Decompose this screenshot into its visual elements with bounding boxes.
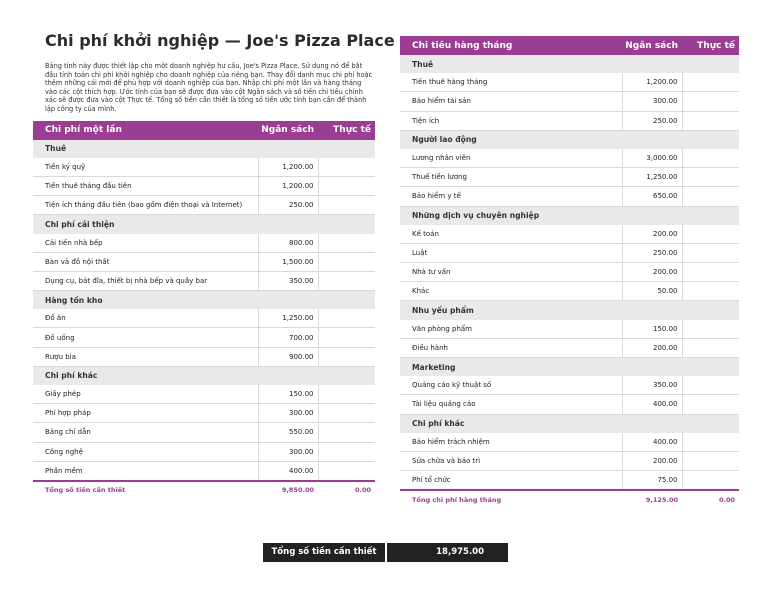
budget-cell[interactable]: 200.00: [622, 225, 682, 244]
actual-cell[interactable]: [682, 451, 739, 470]
table-row: [400, 338, 739, 357]
table-row: [400, 471, 739, 491]
column-header-item: Chi tiêu hàng tháng: [400, 36, 622, 55]
expense-name-cell[interactable]: Đồ uống: [33, 328, 258, 347]
actual-cell[interactable]: [318, 442, 375, 461]
expense-name-cell[interactable]: Tiền thuê tháng đầu tiên: [33, 176, 258, 195]
actual-cell[interactable]: [682, 376, 739, 395]
budget-cell[interactable]: 800.00: [258, 234, 318, 253]
table-row: [33, 158, 375, 177]
budget-cell[interactable]: 200.00: [622, 338, 682, 357]
total-row: [33, 481, 375, 499]
monthly-table-body: [400, 55, 739, 508]
table-row: [400, 149, 739, 168]
category-row: [400, 301, 739, 320]
table-row: [400, 451, 739, 470]
grand-total-label: Tổng số tiền cần thiết: [263, 543, 387, 562]
expense-name-cell[interactable]: Bàn và đồ nội thất: [33, 252, 258, 271]
budget-cell[interactable]: 3,000.00: [622, 149, 682, 168]
expense-name-cell[interactable]: Thuế tiền lương: [400, 168, 622, 187]
budget-cell[interactable]: 350.00: [622, 376, 682, 395]
actual-cell[interactable]: [318, 234, 375, 253]
budget-cell[interactable]: 1,200.00: [258, 158, 318, 177]
budget-cell[interactable]: 550.00: [258, 423, 318, 442]
one-time-costs-table: [33, 121, 375, 499]
budget-cell[interactable]: 1,500.00: [258, 252, 318, 271]
expense-name-cell[interactable]: Giấy phép: [33, 385, 258, 404]
expense-name-cell[interactable]: Sửa chữa và bảo trì: [400, 451, 622, 470]
table-row: [33, 328, 375, 347]
category-row: [33, 366, 375, 385]
category-label: Chi phí khác: [33, 366, 375, 385]
table-row: [400, 395, 739, 414]
expense-name-cell[interactable]: Khác: [400, 282, 622, 301]
table-row: [33, 196, 375, 215]
budget-cell[interactable]: 900.00: [258, 347, 318, 366]
expense-name-cell[interactable]: Quảng cáo kỹ thuật số: [400, 376, 622, 395]
expense-name-cell[interactable]: Dụng cụ, bát đĩa, thiết bị nhà bếp và quầy bar: [33, 271, 258, 290]
actual-cell[interactable]: [318, 423, 375, 442]
actual-cell[interactable]: [682, 433, 739, 452]
expense-name-cell[interactable]: Bảo hiểm y tế: [400, 187, 622, 206]
total-actual: 0.00: [682, 490, 739, 508]
expense-name-cell[interactable]: Kế toán: [400, 225, 622, 244]
category-row: [400, 130, 739, 149]
actual-cell[interactable]: [682, 225, 739, 244]
category-label: Hàng tồn kho: [33, 291, 375, 310]
expense-name-cell[interactable]: Văn phòng phẩm: [400, 320, 622, 339]
grand-total-value: 18,975.00: [436, 547, 484, 557]
expense-name-cell[interactable]: Đồ ăn: [33, 309, 258, 328]
actual-cell[interactable]: [682, 320, 739, 339]
actual-cell[interactable]: [682, 149, 739, 168]
expense-name-cell[interactable]: Cải tiến nhà bếp: [33, 234, 258, 253]
expense-name-cell[interactable]: Luật: [400, 243, 622, 262]
column-header-budget: Ngân sách: [622, 36, 682, 55]
category-label: Những dịch vụ chuyên nghiệp: [400, 206, 739, 225]
actual-cell[interactable]: [682, 263, 739, 282]
budget-cell[interactable]: 200.00: [622, 451, 682, 470]
budget-cell[interactable]: 150.00: [622, 320, 682, 339]
actual-cell[interactable]: [318, 196, 375, 215]
expense-name-cell[interactable]: Phí tổ chức: [400, 471, 622, 491]
budget-cell[interactable]: 300.00: [258, 442, 318, 461]
table-row: [33, 423, 375, 442]
category-row: [33, 291, 375, 310]
description-text: Bảng tính này được thiết lập cho một doanh nghiệp hư cấu, Joe's Pizza Place. Sử dụng nó để bắt đầu tính toán chi phí khởi nghiệp cho doanh nghiệp của riêng bạn. Thay đổi danh mục chi phí hoặc thêm những cái mới để phù hợp với doanh nghiệp của bạn. Nhập chi phí một lần và hàng tháng vào các cột thích hợp. Ước tính của bạn sẽ được đưa vào cột Ngân sách và số tiền chi tiêu chính xác sẽ được đưa vào cột Thực tế. Tổng số tiền cần thiết là tổng số tiền ước tính bạn cần để thành lập công ty của mình.: [45, 62, 373, 113]
category-row: [400, 206, 739, 225]
table-row: [33, 404, 375, 423]
actual-cell[interactable]: [318, 309, 375, 328]
category-label: Thuê: [400, 55, 739, 73]
actual-cell[interactable]: [318, 461, 375, 481]
budget-cell[interactable]: 350.00: [258, 271, 318, 290]
actual-cell[interactable]: [318, 176, 375, 195]
budget-cell[interactable]: 400.00: [622, 395, 682, 414]
table-row: [33, 461, 375, 481]
actual-cell[interactable]: [318, 347, 375, 366]
expense-name-cell[interactable]: Nhà tư vấn: [400, 263, 622, 282]
expense-name-cell[interactable]: Tiền ký quỹ: [33, 158, 258, 177]
actual-cell[interactable]: [318, 328, 375, 347]
table-header-row: [33, 121, 375, 140]
budget-cell[interactable]: 200.00: [622, 263, 682, 282]
category-label: Thuê: [33, 140, 375, 158]
category-row: [33, 140, 375, 158]
actual-cell[interactable]: [682, 92, 739, 111]
column-header-actual: Thực tế: [682, 36, 739, 55]
table-row: [33, 347, 375, 366]
grand-total-bar: [263, 543, 508, 562]
total-actual: 0.00: [318, 481, 375, 499]
table-row: [400, 73, 739, 92]
actual-cell[interactable]: [318, 271, 375, 290]
actual-cell[interactable]: [318, 252, 375, 271]
table-row: [400, 320, 739, 339]
total-label: Tổng chi phí hàng tháng: [400, 490, 622, 508]
table-row: [33, 385, 375, 404]
table-row: [400, 433, 739, 452]
table-row: [400, 168, 739, 187]
actual-cell[interactable]: [682, 73, 739, 92]
category-row: [33, 215, 375, 234]
budget-cell[interactable]: 650.00: [622, 187, 682, 206]
monthly-costs-table: [400, 36, 739, 508]
column-header-actual: Thực tế: [318, 121, 375, 140]
category-row: [400, 414, 739, 433]
table-row: [33, 176, 375, 195]
table-row: [400, 243, 739, 262]
category-row: [400, 358, 739, 377]
expense-name-cell[interactable]: Rượu bia: [33, 347, 258, 366]
table-row: [400, 263, 739, 282]
page-title: Chi phí khởi nghiệp — Joe's Pizza Place: [45, 31, 395, 50]
budget-cell[interactable]: 1,200.00: [258, 176, 318, 195]
expense-name-cell[interactable]: Phí hợp pháp: [33, 404, 258, 423]
one-time-table-body: [33, 140, 375, 499]
column-header-item: Chi phí một lần: [33, 121, 258, 140]
table-row: [33, 234, 375, 253]
actual-cell[interactable]: [682, 338, 739, 357]
total-row: [400, 490, 739, 508]
budget-cell[interactable]: 1,200.00: [622, 73, 682, 92]
table-row: [33, 271, 375, 290]
category-label: Marketing: [400, 358, 739, 377]
actual-cell[interactable]: [682, 471, 739, 491]
table-row: [400, 111, 739, 130]
table-row: [33, 309, 375, 328]
budget-cell[interactable]: 250.00: [622, 243, 682, 262]
expense-name-cell[interactable]: Bảo hiểm tài sản: [400, 92, 622, 111]
expense-name-cell[interactable]: Tài liệu quảng cáo: [400, 395, 622, 414]
expense-name-cell[interactable]: Tiền thuê hàng tháng: [400, 73, 622, 92]
expense-name-cell[interactable]: Lương nhân viên: [400, 149, 622, 168]
table-row: [33, 442, 375, 461]
total-budget: 9,125.00: [622, 490, 682, 508]
expense-name-cell[interactable]: Tiện ích tháng đầu tiên (bao gồm điện thoại và Internet): [33, 196, 258, 215]
budget-cell[interactable]: 50.00: [622, 282, 682, 301]
budget-cell[interactable]: 300.00: [258, 404, 318, 423]
table-row: [400, 282, 739, 301]
actual-cell[interactable]: [318, 385, 375, 404]
actual-cell[interactable]: [682, 111, 739, 130]
column-header-budget: Ngân sách: [258, 121, 318, 140]
table-row: [33, 252, 375, 271]
expense-name-cell[interactable]: Công nghệ: [33, 442, 258, 461]
expense-name-cell[interactable]: Điều hành: [400, 338, 622, 357]
budget-cell[interactable]: 1,250.00: [258, 309, 318, 328]
actual-cell[interactable]: [682, 243, 739, 262]
actual-cell[interactable]: [682, 187, 739, 206]
category-label: Nhu yếu phẩm: [400, 301, 739, 320]
actual-cell[interactable]: [682, 395, 739, 414]
table-row: [400, 376, 739, 395]
table-row: [400, 187, 739, 206]
budget-cell[interactable]: 250.00: [258, 196, 318, 215]
expense-name-cell[interactable]: Bảo hiểm trách nhiệm: [400, 433, 622, 452]
total-label: Tổng số tiền cần thiết: [33, 481, 258, 499]
total-budget: 9,850.00: [258, 481, 318, 499]
expense-name-cell[interactable]: Tiện ích: [400, 111, 622, 130]
table-header-row: [400, 36, 739, 55]
expense-name-cell[interactable]: Phần mềm: [33, 461, 258, 481]
monthly-section: [400, 36, 739, 508]
budget-cell[interactable]: 150.00: [258, 385, 318, 404]
budget-cell[interactable]: 700.00: [258, 328, 318, 347]
one-time-section: [33, 28, 395, 499]
expense-name-cell[interactable]: Bảng chỉ dẫn: [33, 423, 258, 442]
budget-cell[interactable]: 75.00: [622, 471, 682, 491]
category-label: Người lao động: [400, 130, 739, 149]
category-label: Chi phí khác: [400, 414, 739, 433]
actual-cell[interactable]: [318, 404, 375, 423]
actual-cell[interactable]: [682, 168, 739, 187]
table-row: [400, 92, 739, 111]
table-row: [400, 225, 739, 244]
budget-cell[interactable]: 1,250.00: [622, 168, 682, 187]
budget-cell[interactable]: 400.00: [622, 433, 682, 452]
budget-cell[interactable]: 300.00: [622, 92, 682, 111]
budget-cell[interactable]: 400.00: [258, 461, 318, 481]
budget-cell[interactable]: 250.00: [622, 111, 682, 130]
category-label: Chi phí cải thiện: [33, 215, 375, 234]
actual-cell[interactable]: [682, 282, 739, 301]
actual-cell[interactable]: [318, 158, 375, 177]
category-row: [400, 55, 739, 73]
